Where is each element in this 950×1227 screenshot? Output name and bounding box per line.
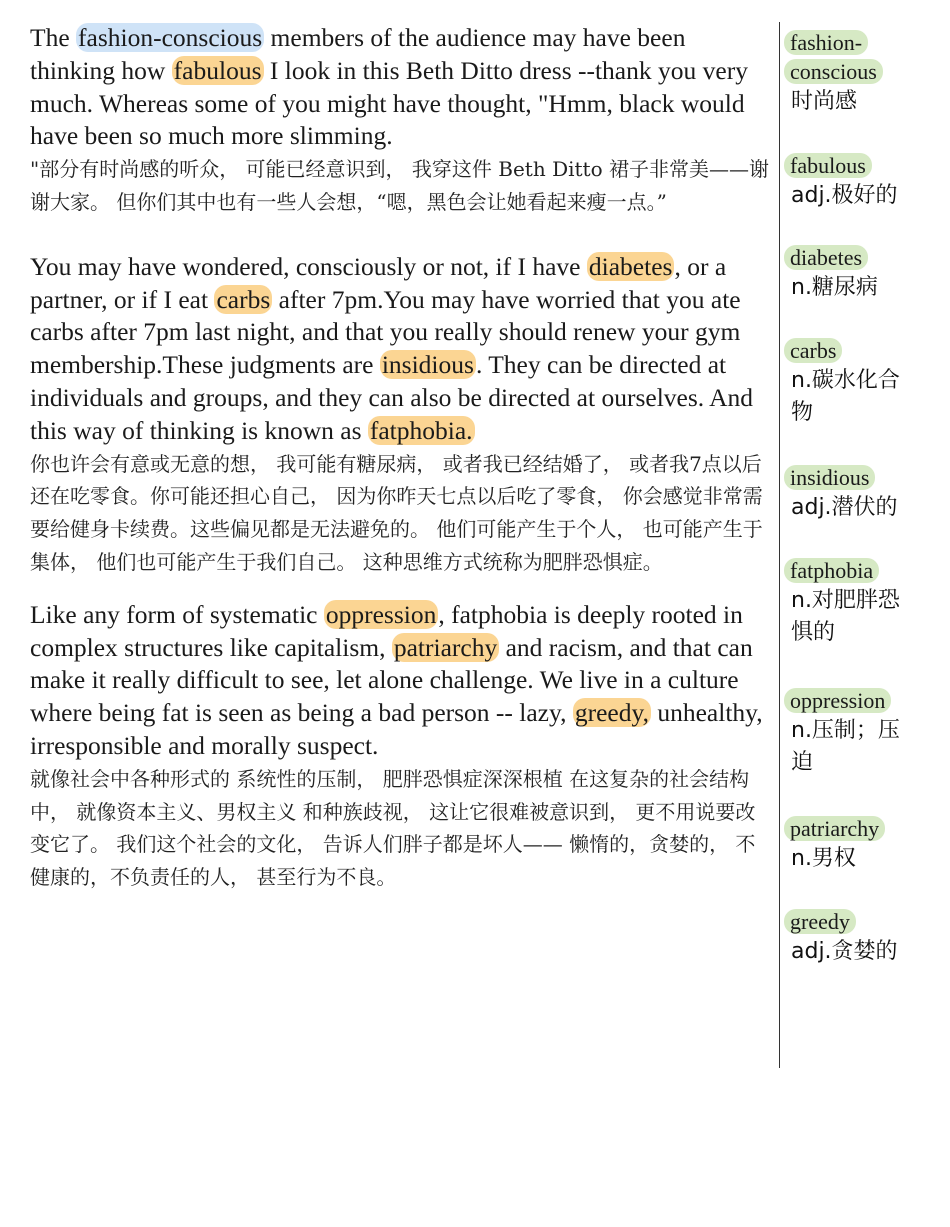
highlighted-term: greedy, (574, 698, 649, 728)
vocab-word: greedy (784, 907, 934, 936)
highlighted-term: fabulous (173, 55, 262, 85)
paragraph-2-english (30, 251, 770, 448)
vocab-definition: n.男权 (791, 846, 856, 871)
vocab-word: fatphobia (784, 556, 934, 585)
vocab-item (784, 814, 934, 875)
vocab-item (784, 28, 934, 118)
vocab-definition: adj.极好的 (791, 183, 898, 208)
highlighted-term: carbs (216, 284, 271, 314)
highlighted-term: fashion-conscious (78, 23, 263, 52)
paragraph-2-chinese: 你也许会有意或无意的想， 我可能有糖尿病， 或者我已经结婚了， 或者我7点以后还在吃零食。你可能还担心自己， 因为你昨天七点以后吃了零食， 你会感觉非常需要给健身卡续费。这些偏见都是无法避免的。 他们可能产生于个人， 也可能产生于集体， 他们也可能产生于我们自己。 这种思维方式统称为肥胖恐惧症。 (30, 451, 763, 574)
vocab-item (784, 151, 934, 212)
vocab-definition: n.压制；压迫 (791, 718, 900, 775)
vocab-item (784, 907, 934, 968)
vocab-word: oppression (784, 686, 934, 715)
text-segment: after 7pm.You may have worried that you ate carbs after 7pm last night, and that you really should renew your gym membership.These judgments are (30, 284, 741, 380)
text-segment: unhealthy, irresponsible and morally suspect. (30, 698, 763, 760)
text-segment: and racism, and that can make it really difficult to see, let alone challenge. We live in a culture where being fat is seen as being a bad person -- lazy, (30, 632, 753, 728)
vocab-definition: n.对肥胖恐惧的 (791, 588, 900, 645)
text-segment: The (30, 23, 77, 52)
vocab-item (784, 336, 934, 429)
text-segment: Like any form of systematic (30, 599, 324, 629)
paragraph-3-chinese: 就像社会中各种形式的 系统性的压制， 肥胖恐惧症深深根植 在这复杂的社会结构中， 就像资本主义、男权主义 和种族歧视， 这让它很难被意识到， 更不用说要改变它了。 我们这个社会的文化， 告诉人们胖子都是坏人—— 懒惰的，贪婪的， 不健康的，不负责任的人， 甚至行为不良。 (30, 766, 756, 890)
vocab-word: diabetes (784, 243, 934, 272)
article-body (30, 22, 770, 894)
text-segment: members of the audience may have been thinking how (30, 23, 686, 85)
highlighted-term: patriarchy (393, 632, 498, 662)
vocab-item (784, 556, 934, 649)
paragraph-3-english (30, 599, 770, 763)
vocab-definition: 时尚感 (791, 89, 858, 114)
vocab-word: patriarchy (784, 814, 934, 843)
vocab-word: insidious (784, 463, 934, 492)
paragraph-1-chinese: "部分有时尚感的听众， 可能已经意识到， 我穿这件 Beth Ditto 裙子非常美——谢谢大家。 但你们其中也有一些人会想，“嗯，黑色会让她看起来瘦一点。” (30, 157, 769, 214)
vocab-item (784, 463, 934, 524)
text-segment: You may have wondered, consciously or not, if I have (30, 251, 587, 281)
vocab-definition: n.糖尿病 (791, 275, 878, 300)
vocab-word: fabulous (784, 151, 934, 180)
text-segment: I look in this Beth Ditto dress --thank you very much. Whereas some of you might have thought, "Hmm, black would have been so much more slimming. (30, 55, 748, 151)
highlighted-term: oppression (325, 599, 437, 629)
text-segment: , fatphobia is deeply rooted in complex structures like capitalism, (30, 599, 743, 662)
vocab-word: carbs (784, 336, 934, 365)
vocab-definition: adj.贪婪的 (791, 939, 898, 964)
vocab-definition: adj.潜伏的 (791, 495, 898, 520)
vocab-item (784, 243, 934, 304)
vocab-item (784, 686, 934, 779)
highlighted-term: insidious (381, 350, 474, 380)
text-segment: , or a partner, or if I eat (30, 251, 727, 314)
paragraph-1-english (30, 22, 770, 153)
vocab-word: fashion-conscious (784, 28, 884, 86)
highlighted-term: diabetes (588, 251, 673, 281)
vocab-definition: n.碳水化合物 (791, 368, 900, 425)
highlighted-term: fatphobia. (369, 415, 473, 445)
column-divider (779, 22, 780, 1068)
text-segment: . They can be directed at individuals and groups, and they can also be directed at ourselves. And this way of thinking is known as (30, 350, 754, 445)
